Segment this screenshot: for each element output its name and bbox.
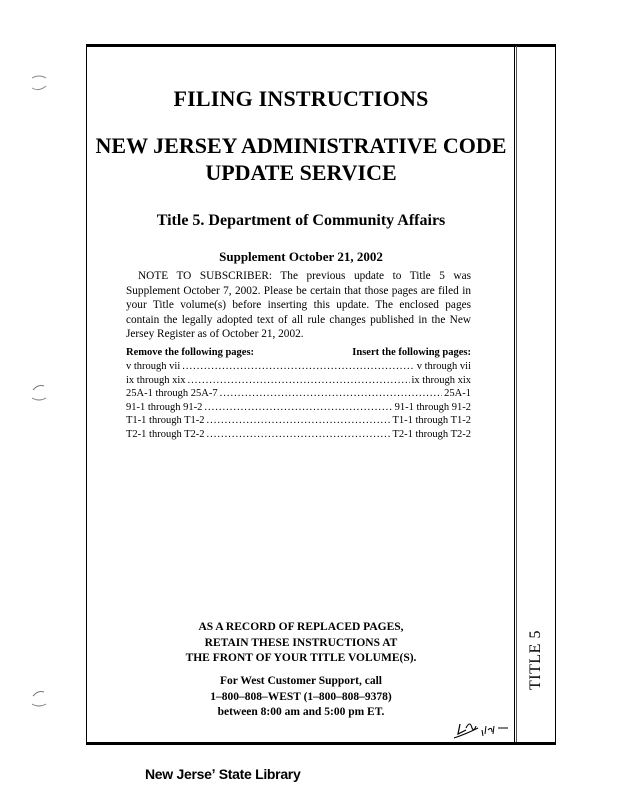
- title-tab-label: TITLE 5: [527, 630, 544, 690]
- dot-leader: [188, 374, 410, 388]
- binder-hole-icon: [28, 382, 50, 404]
- insert-pages: T2-1 through T2-2: [392, 428, 471, 440]
- table-row: [126, 374, 471, 388]
- table-row: [126, 414, 471, 428]
- record-line: RETAIN THESE INSTRUCTIONS AT: [204, 636, 398, 649]
- library-stamp: New Jerseʼ State Library: [145, 766, 301, 782]
- note-lead: NOTE TO SUBSCRIBER:: [138, 270, 273, 282]
- supplement-date: Supplement October 21, 2002: [219, 249, 383, 264]
- document-title: FILING INSTRUCTIONS: [173, 86, 429, 111]
- dot-leader: [207, 414, 391, 428]
- note-body: The previous update to Title 5 was Supplement October 7, 2002. Please be certain that those pages are filed in your Title volume(s) before inserting this update. The enclosed pages contain the legally adopted text of all rule changes published in the New Jersey Register as of October 21, 2002.: [126, 270, 471, 341]
- record-line: THE FRONT OF YOUR TITLE VOLUME(S).: [185, 652, 417, 664]
- pages-table: [126, 346, 471, 442]
- title-section-heading: Title 5. Department of Community Affairs: [156, 212, 446, 229]
- record-instructions: [86, 620, 516, 667]
- remove-pages: T2-1 through T2-2: [126, 428, 205, 440]
- dot-leader: [207, 428, 391, 442]
- support-hours: between 8:00 am and 5:00 pm ET.: [217, 706, 385, 718]
- binder-hole-icon: [28, 72, 50, 94]
- remove-pages: ix through xix: [126, 374, 186, 386]
- document-subtitle: [86, 132, 516, 186]
- table-row: [126, 401, 471, 415]
- insert-pages: T1-1 through T1-2: [392, 415, 471, 427]
- table-row: [126, 428, 471, 442]
- insert-pages: 25A-1: [444, 388, 471, 400]
- binder-hole-icon: [28, 688, 50, 710]
- subscriber-note: [126, 269, 471, 342]
- insert-pages: v through vii: [416, 361, 471, 372]
- table-row: [126, 360, 471, 374]
- remove-pages: 25A-1 through 25A-7: [126, 388, 218, 400]
- dot-leader: [220, 387, 443, 401]
- dot-leader: [204, 401, 392, 415]
- insert-pages: ix through xix: [411, 374, 471, 386]
- dot-leader: [182, 360, 415, 374]
- frame-bottom-border: [86, 742, 556, 744]
- handwritten-signature-icon: [452, 712, 522, 742]
- remove-header: Remove the following pages:: [126, 347, 255, 358]
- insert-header: Insert the following pages:: [352, 347, 471, 358]
- remove-pages: 91-1 through 91-2: [126, 401, 203, 413]
- record-line: AS A RECORD OF REPLACED PAGES,: [198, 621, 404, 633]
- subtitle-line: UPDATE SERVICE: [205, 160, 397, 185]
- remove-pages: v through vii: [126, 361, 181, 372]
- remove-pages: T1-1 through T1-2: [126, 415, 205, 427]
- table-row: [126, 387, 471, 401]
- support-line: For West Customer Support, call: [220, 675, 382, 687]
- title-tab: [520, 625, 552, 695]
- pages-table-header: [126, 346, 471, 360]
- tab-divider-inner: [516, 46, 517, 743]
- insert-pages: 91-1 through 91-2: [394, 401, 471, 413]
- subtitle-line: NEW JERSEY ADMINISTRATIVE CODE: [95, 133, 507, 158]
- support-phone: 1–800–808–WEST (1–800–808–9378): [210, 690, 392, 703]
